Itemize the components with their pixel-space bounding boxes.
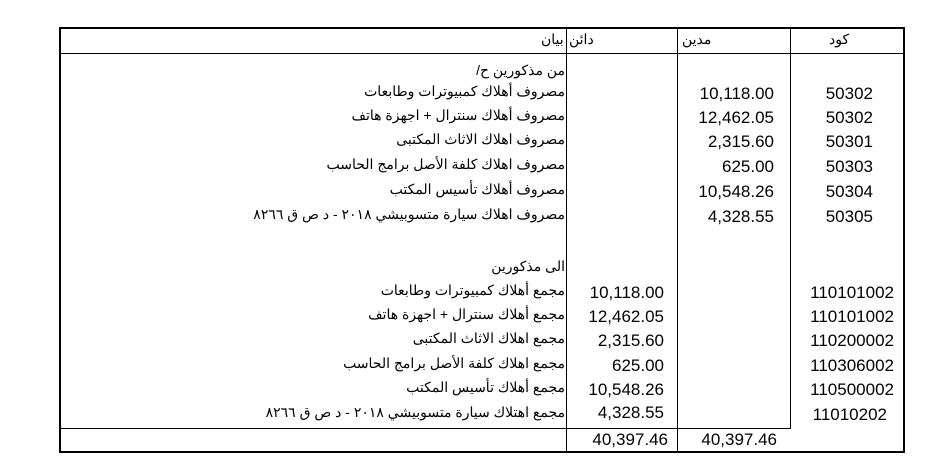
- credit-row-amount: 10,548.26: [588, 380, 664, 399]
- credit-row-desc: مجمع أهلاك كمبيوترات وطابعات: [380, 282, 565, 298]
- debit-row-desc: مصروف أهلاك تأسيس المكتب: [389, 181, 565, 197]
- credit-row-desc: مجمع أهلاك سنترال + اجهزة هاتف: [368, 306, 565, 322]
- column-divider: [677, 27, 678, 453]
- debit-row-desc: مصروف أهلاك سنترال + اجهزة هاتف: [351, 107, 565, 123]
- debit-row-amount: 625.00: [722, 157, 774, 176]
- debit-row-code: 50302: [825, 108, 873, 127]
- header-code: كود: [829, 31, 850, 47]
- credit-row-code: 11010202: [812, 405, 887, 424]
- debit-row-amount: 12,462.05: [698, 108, 774, 127]
- header-debit: مدين: [682, 31, 712, 47]
- debit-row-desc: مصروف أهلاك كمبيوترات وطابعات: [364, 83, 565, 99]
- totals-divider: [59, 428, 905, 429]
- credit-row-code: 110200002: [810, 331, 894, 350]
- debit-section-title: من مذكورين ح/: [476, 62, 565, 78]
- header-credit: دائن: [569, 31, 594, 47]
- debit-row-amount: 10,118.00: [699, 84, 774, 103]
- credit-section-title: الى مذكورين: [491, 258, 565, 274]
- credit-row-desc: مجمع اهتلاك سيارة متسوبيشي ٢٠١٨ - د ص ق ٨٢٦٦: [265, 404, 565, 420]
- debit-row-code: 50303: [825, 157, 873, 176]
- header-desc: بيان: [541, 31, 564, 47]
- total-credit: 40,397.46: [592, 430, 668, 449]
- debit-row-desc: مصروف اهلاك كلفة الأصل برامج الحاسب: [326, 156, 565, 172]
- credit-row-code: 110101002: [810, 307, 894, 326]
- debit-row-amount: 4,328.55: [707, 207, 774, 226]
- debit-row-amount: 2,315.60: [707, 132, 774, 151]
- debit-row-code: 50304: [825, 182, 873, 201]
- debit-row-amount: 10,548.26: [698, 182, 774, 201]
- header-divider: [59, 53, 905, 54]
- credit-row-amount: 12,462.05: [588, 307, 664, 326]
- credit-row-desc: مجمع اهلاك الاثاث المكتبى: [412, 330, 565, 346]
- debit-row-desc: مصروف اهلاك الاثاث المكتبى: [396, 131, 565, 147]
- debit-row-desc: مصروف اهلاك سيارة متسوبيشي ٢٠١٨ - د ص ق ٨٢٦٦: [253, 206, 565, 222]
- credit-row-amount: 625.00: [612, 356, 664, 375]
- credit-row-amount: 10,118.00: [589, 283, 664, 302]
- debit-row-code: 50301: [825, 132, 873, 151]
- credit-row-amount: 2,315.60: [597, 331, 664, 350]
- credit-row-desc: مجمع أهلاك تأسيس المكتب: [406, 379, 565, 395]
- debit-row-code: 50302: [825, 84, 873, 103]
- credit-row-code: 110500002: [810, 380, 894, 399]
- credit-row-amount: 4,328.55: [597, 403, 664, 422]
- credit-row-code: 110101002: [810, 283, 894, 302]
- total-debit: 40,397.46: [701, 430, 777, 449]
- column-divider: [790, 27, 791, 453]
- credit-row-desc: مجمع اهلاك كلفة الأصل برامج الحاسب: [343, 355, 565, 371]
- credit-row-code: 110306002: [810, 356, 894, 375]
- column-divider: [566, 27, 567, 453]
- debit-row-code: 50305: [825, 207, 873, 226]
